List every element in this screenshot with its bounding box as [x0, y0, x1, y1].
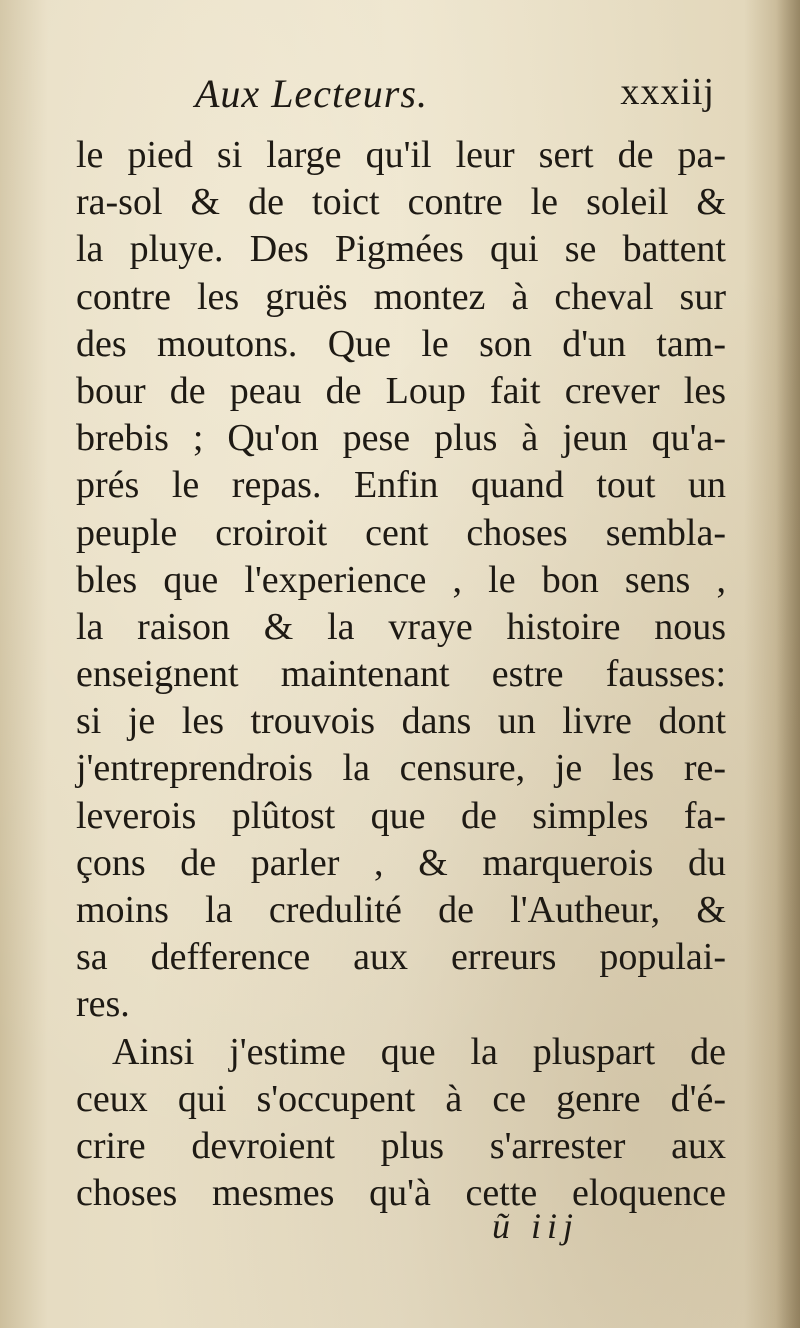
text-line: enseignent maintenant estre fausses:: [76, 653, 726, 696]
text-line: çons de parler , & marquerois du: [76, 841, 726, 884]
paragraph-first-line: Ainsi j'estime que la pluspart de: [112, 1030, 726, 1073]
text-line: la pluye. Des Pigmées qui se battent: [76, 228, 726, 271]
text-line: sa defference aux erreurs populai-: [76, 936, 726, 979]
running-head: Aux Lecteurs.: [195, 71, 428, 116]
text-line: brebis ; Qu'on pese plus à jeun qu'a-: [76, 417, 726, 460]
text-line: bles que l'experience , le bon sens ,: [76, 558, 726, 601]
text-line: ra-sol & de toict contre le soleil &: [76, 181, 726, 224]
body-text: [76, 132, 726, 1217]
signature-mark: ũ iij: [492, 1206, 580, 1246]
text-line: ceux qui s'occupent à ce genre d'é-: [76, 1077, 726, 1120]
page-number: xxxiij: [620, 71, 715, 113]
text-line: des moutons. Que le son d'un tam-: [76, 322, 726, 365]
text-line: la raison & la vraye histoire nous: [76, 605, 726, 648]
text-line: peuple croiroit cent choses sembla-: [76, 511, 726, 554]
text-line: res.: [76, 983, 130, 1026]
text-line: le pied si large qu'il leur sert de pa-: [76, 134, 726, 176]
text-line: bour de peau de Loup fait crever les: [76, 369, 726, 412]
text-line: prés le repas. Enfin quand tout un: [76, 464, 726, 507]
text-line: contre les gruës montez à cheval sur: [76, 275, 726, 318]
text-line: moins la credulité de l'Autheur, &: [76, 889, 726, 931]
page-header: [195, 70, 715, 130]
page-edge-shadow: [776, 0, 800, 1328]
page-footer: [492, 1205, 612, 1255]
text-line: choses mesmes qu'à cette eloquence: [76, 1172, 726, 1215]
text-line: crire devroient plus s'arrester aux: [76, 1124, 726, 1167]
text-line: leverois plûtost que de simples fa-: [76, 794, 726, 837]
text-line: si je les trouvois dans un livre dont: [76, 700, 726, 743]
text-line: j'entreprendrois la censure, je les re-: [76, 747, 726, 790]
